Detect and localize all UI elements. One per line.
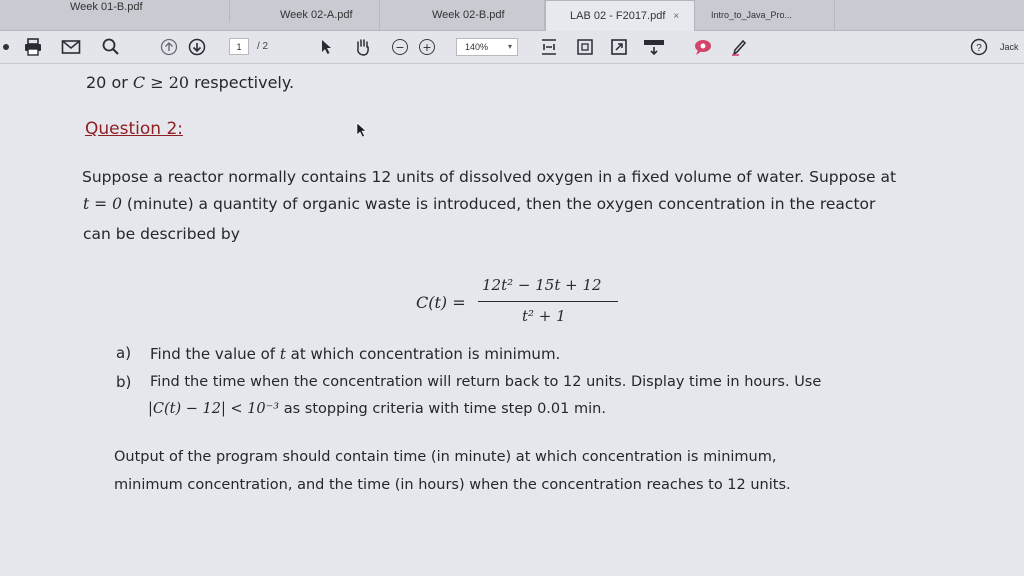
tab-week01b[interactable]: [60, 0, 230, 22]
read-mode-icon[interactable]: [642, 35, 666, 59]
close-icon[interactable]: ×: [673, 10, 680, 22]
item-a-before: Find the value of: [150, 345, 280, 363]
top-line: [86, 73, 294, 92]
equation-numerator: 12t² − 15t + 12: [482, 276, 602, 294]
tab-label: Week 02-A.pdf: [280, 9, 353, 21]
user-name-label[interactable]: Jack: [1000, 42, 1019, 52]
item-a-after: at which concentration is minimum.: [285, 345, 561, 363]
output-line1: Output of the program should contain time (in minute) at which concentration is minimum,: [114, 449, 777, 465]
help-icon[interactable]: [968, 35, 990, 59]
svg-text:?: ?: [976, 43, 982, 54]
tab-label: Week 02-B.pdf: [432, 9, 505, 21]
select-cursor-icon[interactable]: [318, 35, 336, 59]
item-a-var: t: [279, 345, 286, 363]
zoom-out-icon[interactable]: −: [390, 35, 410, 59]
equation-lhs: C(t) =: [416, 293, 466, 312]
question-heading: Question 2:: [85, 119, 183, 139]
toolbar: [0, 31, 1024, 64]
tab-strip: [0, 0, 1024, 31]
paragraph-line2-text: (minute) a quantity of organic waste is introduced, then the oxygen concentration in the reactor: [121, 195, 876, 213]
paragraph-line3: can be described by: [83, 225, 240, 243]
print-icon[interactable]: [22, 35, 44, 59]
chevron-down-icon: ▾: [507, 42, 512, 51]
tab-week02b[interactable]: [380, 0, 545, 30]
tab-label: Intro_to_Java_Pro...: [711, 10, 793, 20]
fit-page-icon[interactable]: [574, 35, 596, 59]
page-up-icon[interactable]: [158, 35, 180, 59]
fullscreen-icon[interactable]: [608, 35, 630, 59]
top-line-var: C: [132, 73, 146, 92]
output-line2: minimum concentration, and the time (in hours) when the concentration reaches to 12 units.: [114, 477, 791, 493]
top-line-rel: ≥ 20: [145, 73, 190, 92]
item-b-line2-text: as stopping criteria with time step 0.01 min.: [279, 401, 606, 417]
page-down-icon[interactable]: [186, 35, 208, 59]
comment-icon[interactable]: [692, 35, 714, 59]
top-line-suffix: respectively.: [189, 73, 295, 92]
item-b-line2: [148, 401, 606, 417]
paragraph-line1: Suppose a reactor normally contains 12 units of dissolved oxygen in a fixed volume of water. Suppose at: [82, 168, 897, 186]
tab-label: LAB 02 - F2017.pdf: [570, 10, 666, 22]
equation-denominator: t² + 1: [522, 307, 566, 325]
tab-intro-java[interactable]: [695, 0, 835, 30]
tab-lab02[interactable]: [545, 0, 695, 31]
item-b-line1: Find the time when the concentration will return back to 12 units. Display time in hours. Use: [150, 374, 822, 390]
item-a-marker: a): [116, 344, 132, 362]
paragraph-line2: [83, 195, 875, 213]
pen-icon[interactable]: [728, 35, 750, 59]
zoom-value: 140%: [465, 42, 489, 52]
document-page: [0, 64, 1024, 576]
tab-week02a[interactable]: [230, 0, 380, 30]
email-icon[interactable]: [60, 35, 82, 59]
tab-label: Week 01-B.pdf: [70, 1, 143, 13]
fit-width-icon[interactable]: [538, 35, 560, 59]
fraction-bar: [478, 301, 618, 302]
page-number-input[interactable]: 1: [229, 38, 249, 55]
search-icon[interactable]: [100, 35, 122, 59]
item-b-math: |C(t) − 12| < 10⁻³: [148, 401, 280, 417]
page-count: / 2: [257, 41, 269, 52]
mouse-cursor-icon: [356, 122, 368, 138]
hand-tool-icon[interactable]: [352, 35, 374, 59]
top-line-prefix: 20 or: [86, 73, 133, 92]
item-b-marker: b): [116, 373, 132, 391]
nav-back-icon[interactable]: [2, 35, 12, 59]
paragraph-math: t = 0: [83, 195, 122, 213]
zoom-select[interactable]: [456, 38, 518, 56]
zoom-in-icon[interactable]: +: [417, 35, 437, 59]
item-a-text: [150, 345, 560, 363]
